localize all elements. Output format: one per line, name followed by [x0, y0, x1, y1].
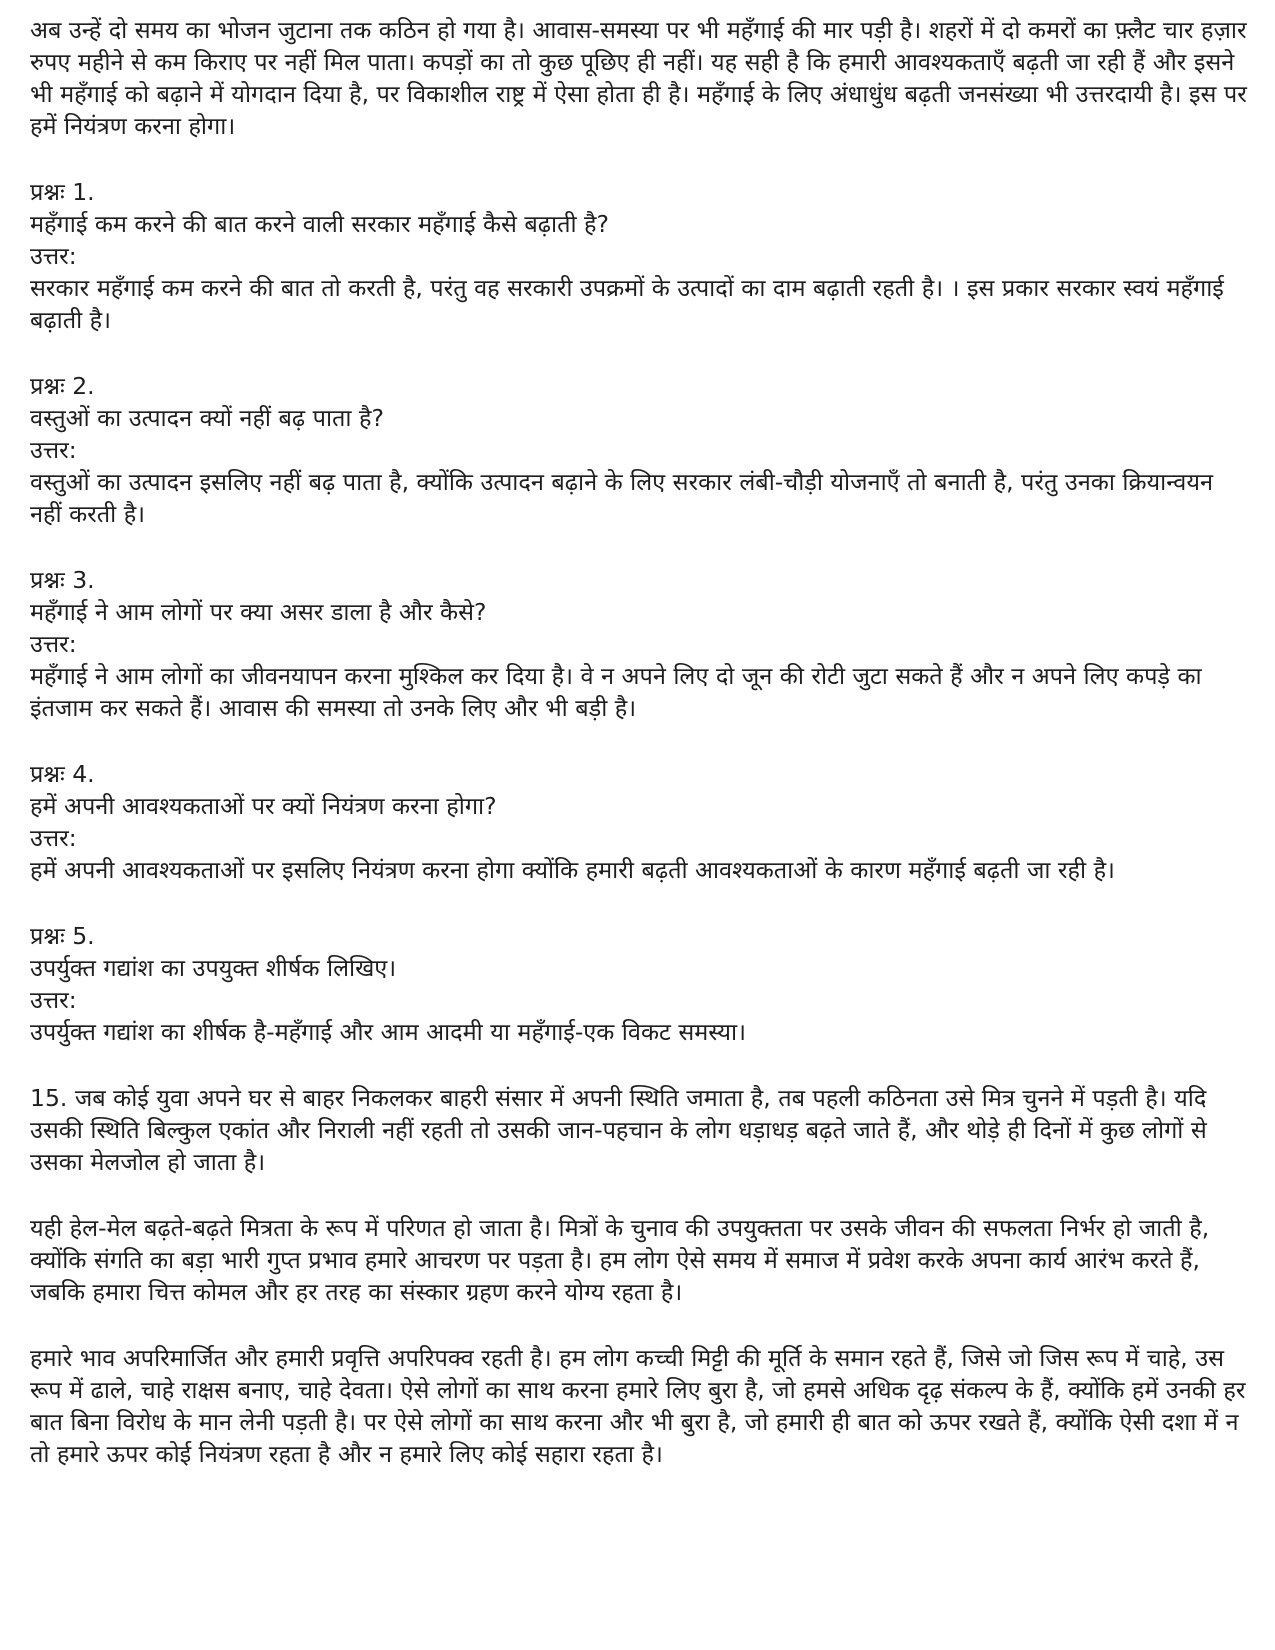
answer-label: उत्तर: — [30, 824, 77, 852]
question-text: उपर्युक्त गद्यांश का उपयुक्त शीर्षक लिखिए। — [30, 954, 397, 982]
passage-15-paragraph-2: यही हेल-मेल बढ़ते-बढ़ते मित्रता के रूप में परिणत हो जाता है। मित्रों के चुनाव की उपयुक्तता पर उसके जीवन की सफलता निर्भर हो जाती है, क्योंकि संगति का बड़ा भारी गुप्त प्रभाव हमारे आचरण पर पड़ता है। हम लोग ऐसे समय में समाज में प्रवेश करके अपना कार्य आरंभ करते हैं, जबकि हमारा चित्त कोमल और हर तरह का संस्कार ग्रहण करने योग्य रहता है। — [30, 1214, 1210, 1306]
question-number: प्रश्नः 5. — [30, 922, 95, 950]
question-text: वस्तुओं का उत्पादन क्यों नहीं बढ़ पाता है? — [30, 404, 384, 432]
passage-15-paragraph-1: 15. जब कोई युवा अपने घर से बाहर निकलकर बाहरी संसार में अपनी स्थिति जमाता है, तब पहली कठिनता उसे मित्र चुनने में पड़ती है। यदि उसकी स्थिति बिल्कुल एकांत और निराली नहीं रहती तो उसकी जान-पहचान के लोग धड़ाधड़ बढ़ते जाते हैं, और थोड़े ही दिनों में कुछ लोगों से उसका मेलजोल हो जाता है। — [30, 1084, 1207, 1176]
question-block-4 — [30, 758, 1250, 886]
question-text: महँगाई कम करने की बात करने वाली सरकार महँगाई कैसे बढ़ाती है? — [30, 210, 610, 238]
question-block-3 — [30, 564, 1250, 724]
question-block-5 — [30, 920, 1250, 1048]
question-number: प्रश्नः 4. — [30, 760, 95, 788]
question-number: प्रश्नः 1. — [30, 178, 95, 206]
answer-text: सरकार महँगाई कम करने की बात तो करती है, परंतु वह सरकारी उपक्रमों के उत्पादों का दाम बढ़ाती रहती है। । इस प्रकार सरकार स्वयं महँगाई बढ़ाती है। — [30, 274, 1224, 334]
answer-text: महँगाई ने आम लोगों का जीवनयापन करना मुश्किल कर दिया है। वे न अपने लिए दो जून की रोटी जुटा सकते हैं और न अपने लिए कपड़े का इंतजाम कर सकते हैं। आवास की समस्या तो उनके लिए और भी बड़ी है। — [30, 662, 1202, 722]
document-page — [30, 14, 1250, 1504]
intro-paragraph: अब उन्हें दो समय का भोजन जुटाना तक कठिन हो गया है। आवास-समस्या पर भी महँगाई की मार पड़ी है। शहरों में दो कमरों का फ़्लैट चार हज़ार रुपए महीने से कम किराए पर नहीं मिल पाता। कपड़ों का तो कुछ पूछिए ही नहीं। यह सही है कि हमारी आवश्यकताएँ बढ़ती जा रही हैं और इसने भी महँगाई को बढ़ाने में योगदान दिया है, पर विकाशील राष्ट्र में ऐसा होता ही है। महँगाई के लिए अंधाधुंध बढ़ती जनसंख्या भी उत्तरदायी है। इस पर हमें नियंत्रण करना होगा। — [30, 16, 1247, 140]
passage-15-paragraph-3: हमारे भाव अपरिमार्जित और हमारी प्रवृत्ति अपरिपक्व रहती है। हम लोग कच्ची मिट्टी की मूर्ति के समान रहते हैं, जिसे जो जिस रूप में चाहे, उस रूप में ढाले, चाहे राक्षस बनाए, चाहे देवता। ऐसे लोगों का साथ करना हमारे लिए बुरा है, जो हमसे अधिक दृढ़ संकल्प के हैं, क्योंकि हमें उनकी हर बात बिना विरोध के मान लेनी पड़ती है। पर ऐसे लोगों का साथ करना और भी बुरा है, जो हमारी ही बात को ऊपर रखते हैं, क्योंकि ऐसी दशा में न तो हमारे ऊपर कोई नियंत्रण रहता है और न हमारे लिए कोई सहारा रहता है। — [30, 1344, 1246, 1468]
question-text: महँगाई ने आम लोगों पर क्या असर डाला है और कैसे? — [30, 598, 487, 626]
answer-label: उत्तर: — [30, 630, 77, 658]
answer-text: वस्तुओं का उत्पादन इसलिए नहीं बढ़ पाता है, क्योंकि उत्पादन बढ़ाने के लिए सरकार लंबी-चौड़ी योजनाएँ तो बनाती है, परंतु उनका क्रियान्वयन नहीं करती है। — [30, 468, 1213, 528]
answer-label: उत्तर: — [30, 436, 77, 464]
question-number: प्रश्नः 2. — [30, 372, 95, 400]
answer-text: उपर्युक्त गद्यांश का शीर्षक है-महँगाई और आम आदमी या महँगाई-एक विकट समस्या। — [30, 1018, 747, 1046]
question-text: हमें अपनी आवश्यकताओं पर क्यों नियंत्रण करना होगा? — [30, 792, 497, 820]
question-number: प्रश्नः 3. — [30, 566, 95, 594]
question-block-2 — [30, 370, 1250, 530]
question-block-1 — [30, 176, 1250, 336]
answer-label: उत्तर: — [30, 986, 77, 1014]
answer-label: उत्तर: — [30, 242, 77, 270]
answer-text: हमें अपनी आवश्यकताओं पर इसलिए नियंत्रण करना होगा क्योंकि हमारी बढ़ती आवश्यकताओं के कारण महँगाई बढ़ती जा रही है। — [30, 856, 1115, 884]
